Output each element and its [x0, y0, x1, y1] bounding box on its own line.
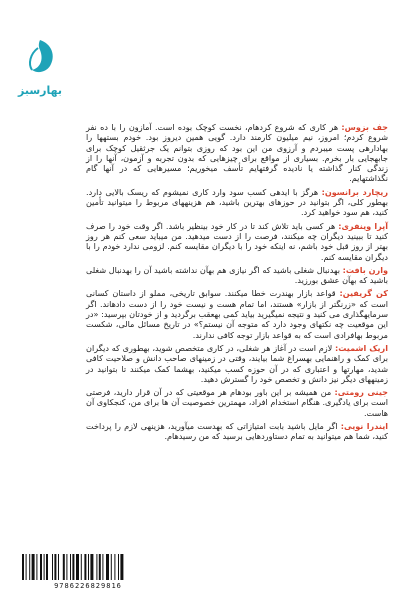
quote-text: هر کسی باید تلاش کند تا در کار خود بینظیر باشد. اگر وقت خود را صرف کنید تا ببینید دیگران چه میکنند، فرصت را از دست میدهید. من میباید سعی کنم هر روز بهتر از روز قبل خود باشم، نه اینکه خود را با دیگران مقایسه کنم. لزومی ندارد خودم را با دیگران مقایسه کنم. — [86, 220, 388, 262]
barcode-bar — [66, 554, 67, 580]
quote-paragraph — [86, 288, 388, 339]
quote-text: قواعد بازار بهندرت خطا میکنند. سوابق تاریخی، مملو از داستان کسانی است که «زرنگتر از بازار» هستند، اما تمام هست و نیست خود را از دست دادهاند. اگر سرمایهگذاری می کنید و نتیجه نمیگیرید بیاید کمی بهعقب برگردید و از خودتان بپرسید: «در این موقعیت چه نکتهای وجود دارد که متوجه آن نیستم؟» در تاریخ مسائل مالی، شکست مربوط بهافرادی است که به قواعد بازار توجه کافی ندارند. — [86, 288, 388, 340]
barcode-bar — [54, 554, 56, 580]
barcode-bar — [118, 554, 119, 580]
barcode-bar — [29, 554, 30, 580]
barcode-bar — [88, 554, 89, 580]
barcode-bar — [63, 554, 65, 580]
barcode-bar — [36, 554, 37, 580]
quote-text: بهدنبال شغلی باشید که اگر نیازی هم بهآن نداشته باشید آن را بهدنبال شغلی باشید که بهآن عشق بورزید. — [86, 264, 388, 286]
quote-author: ریچارد برانسون: — [321, 186, 388, 197]
publisher-logo-text: بهارسبز — [17, 84, 62, 97]
quote-author: جینی رومتی: — [334, 387, 388, 398]
quotes-text — [86, 122, 388, 445]
barcode-bar — [58, 554, 59, 580]
quote-paragraph — [86, 122, 388, 184]
quote-text: اگر مایل باشید بابت امتیازاتی که بهدست میآورید، هزینهی لازم را پرداخت کنید، شما هم میتوانید به تمام دستاوردهایی برسید که من رسیدهام. — [86, 421, 388, 442]
barcode-bars — [22, 554, 154, 580]
barcode-bar — [120, 554, 123, 580]
barcode-bar — [90, 554, 93, 580]
quote-paragraph — [86, 343, 388, 384]
quote-author: وارن بافت: — [342, 264, 389, 275]
barcode — [14, 552, 164, 592]
quote-text: من همیشه بر این باور بودهام هر موقعیتی که در آن قرار دارید، فرصتی است برای یادگیری. هنگام استخدام افراد، مهمترین خصوصیت آن ها برای من، کنجکاوی آن هاست. — [86, 387, 388, 418]
barcode-bar — [72, 554, 74, 580]
barcode-bar — [52, 554, 53, 580]
quote-paragraph — [86, 387, 388, 418]
barcode-bar — [70, 554, 71, 580]
quote-author: ایندرا نویی: — [340, 421, 389, 432]
quote-text: هرگز با ایدهی کسب سود وارد کاری نمیشوم که ریسک بالایی دارد. بهطور کلی، اگر بتوانید در حوزهای بهترین باشید، هم هزینههای مربوط را میتوانید تأمین کنید، هم سود خواهید کرد. — [86, 186, 388, 218]
barcode-bar — [46, 554, 48, 580]
barcode-bar — [111, 554, 112, 580]
quote-paragraph — [86, 221, 388, 262]
quote-paragraph — [86, 265, 388, 286]
quote-author: اریک اشمیت: — [335, 342, 388, 353]
leaf-icon — [18, 36, 62, 82]
quote-author: جف بزوس: — [341, 122, 388, 132]
isbn-number: 9786226829816 — [54, 582, 122, 590]
quote-paragraph — [86, 421, 388, 442]
barcode-bar — [26, 554, 27, 580]
barcode-bar — [102, 554, 103, 580]
quote-author: آپرا وینفری: — [338, 220, 388, 231]
barcode-bar — [114, 554, 115, 580]
barcode-bar — [106, 554, 109, 580]
barcode-bar — [76, 554, 79, 580]
quote-paragraph — [86, 187, 388, 218]
barcode-bar — [22, 554, 24, 580]
quote-text: هر کاری که شروع کردهام، نخست کوچک بوده است. آمازون را با ده نفر شروع کردم؛ امروز، نیم میلیون کارمند دارد. گویی همین دیروز بود. خودم بستهها را بهادارهی پست میبردم و آرزوی من این بود که روزی بتوانم یک جرثقیل کوچک برای جابهجایی بار بخرم. بسیاری از مواقع برای چیزهایی که بدون تجربه و آزمون، آنها را از زندگی کنار گذاشته یا نادیده گرفتهایم تأسف میخوریم؛ مسیرهایی که در آنها گام نگذاشتهایم. — [86, 122, 388, 184]
barcode-bar — [81, 554, 82, 580]
quote-author: کن گریفین: — [339, 288, 388, 299]
barcode-bar — [44, 554, 45, 580]
barcode-bar — [84, 554, 86, 580]
publisher-logo — [18, 36, 66, 108]
barcode-bar — [96, 554, 97, 580]
barcode-bar — [32, 554, 35, 580]
quote-text: لازم است در آغاز هر شغلی، در کاری متخصص شوید، بهطوری که دیگران برای کمک و راهنمایی بهسراغ شما بیایند، وقتی در زمینهای صاحب دانش و صلاحیت کافی شدید، مهارتها و اعتباری که در آن حوزه کسب میکنید، بهشما کمک میکنند تا بتوانید در زمینههای دیگر نیز دانش و تخصص خود را گسترش دهید. — [86, 342, 388, 384]
barcode-bar — [99, 554, 101, 580]
barcode-bar — [40, 554, 42, 580]
